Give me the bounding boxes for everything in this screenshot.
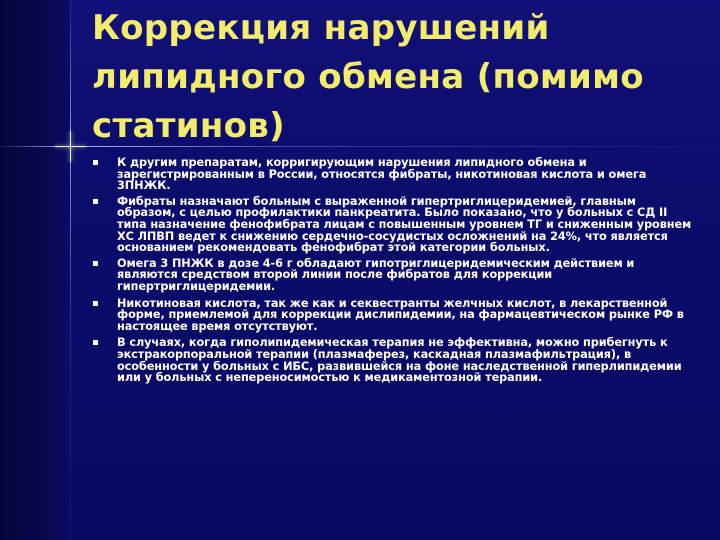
bullet-text: Омега 3 ПНЖК в дозе 4-6 г обладают гипотриглицеридемическим действием и являются средством второй линии после фибратов для коррекции гипертриглицеридемии. [117, 256, 635, 293]
bullet-text: К другим препаратам, корригирующим нарушения липидного обмена и зарегистрированным в России, относятся фибраты, никотиновая кислота и омега 3ПНЖК. [117, 156, 647, 193]
slide-title: Коррекция нарушений липидного обмена (помимо статинов) [92, 8, 644, 146]
bullet-item-fibrates-overview [93, 157, 693, 192]
bullet-item-nicotinic-acid [93, 298, 693, 333]
square-bullet-icon [93, 340, 98, 345]
square-bullet-icon [93, 261, 98, 266]
bullet-item-extracorporeal-therapy [93, 337, 693, 383]
bullet-text: Фибраты назначают больным с выраженной гипертриглицеридемией, главным образом, с целью профилактики панкреатита. Было показано, что у больных с СД II типа назначение фенофибрата лицам с повышенным уровнем ТГ и сниженным уровнем ХС ЛПВП ведет к снижению сердечно-сосудистых осложнений на 24%, что является основанием рекомендовать фенофибрат этой категории больных. [117, 194, 692, 255]
square-bullet-icon [93, 160, 98, 165]
bullet-text: Никотиновая кислота, так же как и секвестранты желчных кислот, в лекарственной форме, приемлемой для коррекции дислипидемии, на фармацевтическом рынке РФ в настоящее время отсутствуют. [117, 296, 684, 333]
square-bullet-icon [93, 301, 98, 306]
bullet-list [93, 157, 693, 384]
bullet-item-fibrates [93, 196, 693, 254]
bullet-text: В случаях, когда гиполипидемическая терапия не эффективна, можно прибегнуть к экстракорпоральной терапии (плазмаферез, каскадная плазмафильтрация), в особенности у больных с ИБС, развившейся на фоне наследственной гиперлипидемии или у больных с непереносимостью к медикаментозной терапии. [117, 336, 682, 385]
sparkle-icon [55, 131, 86, 162]
left-band-decoration [0, 0, 70, 540]
bullet-item-omega3 [93, 258, 693, 293]
vertical-line-decoration [70, 0, 71, 540]
square-bullet-icon [93, 199, 98, 204]
